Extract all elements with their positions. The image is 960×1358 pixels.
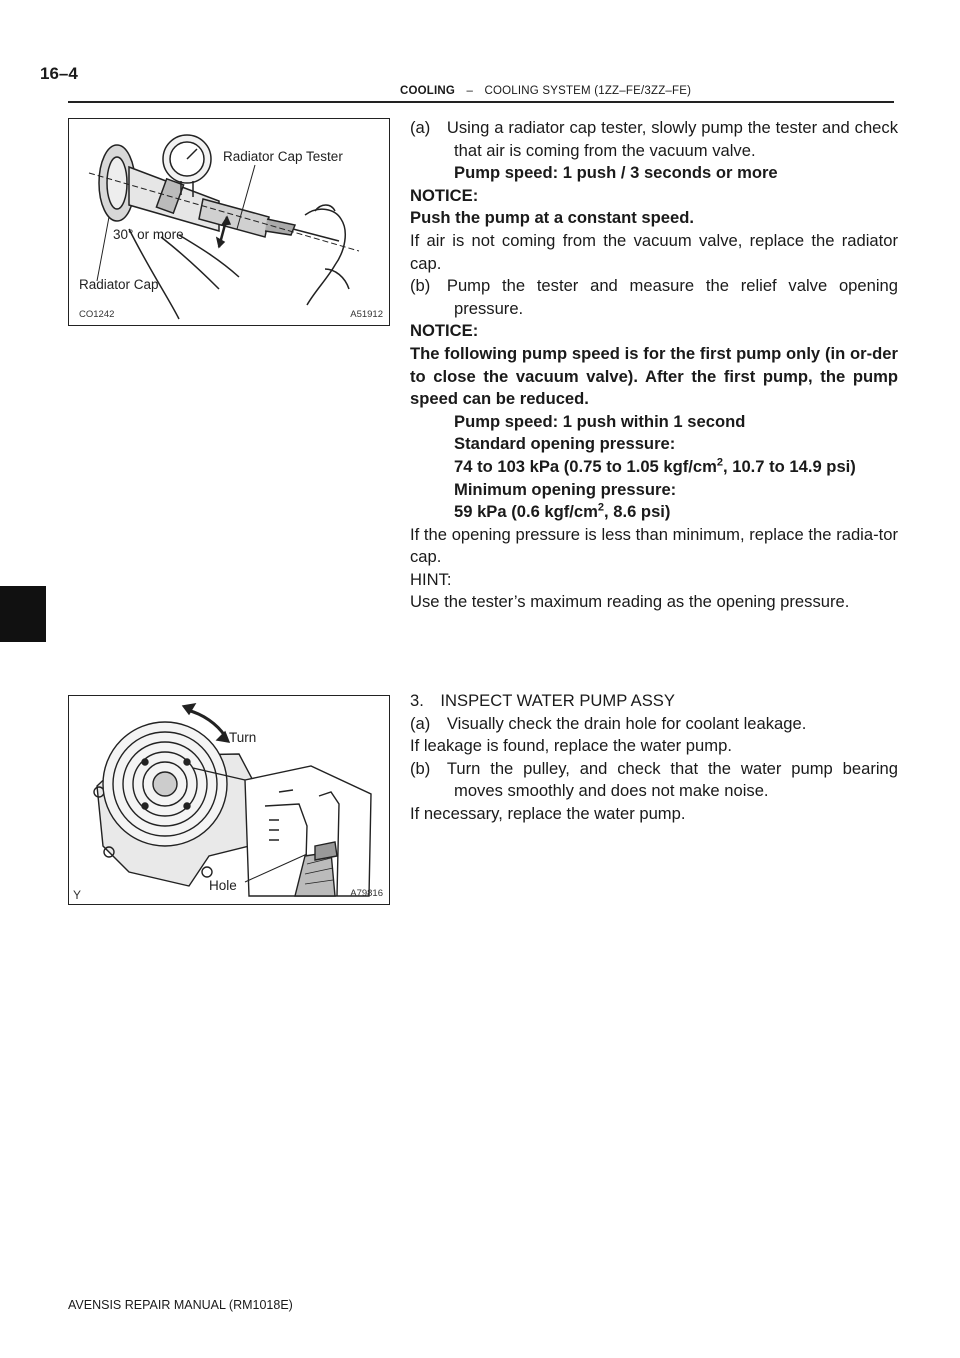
label-hole: Hole <box>209 878 237 893</box>
running-header <box>400 85 691 97</box>
notice-body-2: The following pump speed is for the first pump only (in or-der to close the vacuum valve). After the first pump, the pump speed can be reduced. <box>410 343 898 409</box>
spec-minimum-value-a: 59 kPa (0.6 kgf/cm <box>454 502 598 522</box>
notice-title-2: NOTICE: <box>410 321 479 341</box>
spec-pump-speed-relief: Pump speed: 1 push within 1 second <box>454 411 746 431</box>
spec-standard-value-a: 74 to 103 kPa (0.75 to 1.05 kgf/cm <box>454 456 717 476</box>
spec-minimum-value-b: , 8.6 psi) <box>604 502 671 522</box>
figure2-code-left: Y <box>73 888 82 902</box>
page-number: 16–4 <box>40 64 78 83</box>
section-tab-marker <box>0 586 46 642</box>
section-title: COOLING <box>400 85 456 97</box>
spec-minimum-title: Minimum opening pressure: <box>454 479 677 499</box>
step-3-title: 3. INSPECT WATER PUMP ASSY <box>410 691 675 710</box>
spec-pump-speed-vacuum: Pump speed: 1 push / 3 seconds or more <box>454 163 778 183</box>
instruction-replace-pump-2: If necessary, replace the water pump. <box>410 803 686 823</box>
notice-title-1: NOTICE: <box>410 185 479 205</box>
label-radiator-cap: Radiator Cap <box>79 277 159 292</box>
figure-radiator-cap-tester <box>68 118 390 326</box>
label-angle: 30° or more <box>113 227 184 242</box>
spec-standard-sup: 2 <box>716 456 723 469</box>
instruction-replace-pump-1: If leakage is found, replace the water pump. <box>410 736 732 756</box>
figure1-code-left: CO1242 <box>79 309 115 320</box>
header-dash: – <box>466 85 474 97</box>
step-b-relief-valve: (b) Pump the tester and measure the relief valve opening pressure. <box>410 276 898 318</box>
instruction-replace-cap-1: If air is not coming from the vacuum valve, replace the radiator cap. <box>410 230 898 273</box>
footer-manual-title: AVENSIS REPAIR MANUAL (RM1018E) <box>68 1298 293 1312</box>
label-radiator-cap-tester: Radiator Cap Tester <box>223 149 343 164</box>
hint-body: Use the tester’s maximum reading as the opening pressure. <box>410 592 850 612</box>
step-b-turn-pulley: (b) Turn the pulley, and check that the water pump bearing moves smoothly and does not make noise. <box>410 758 898 801</box>
spec-standard-value-b: , 10.7 to 14.9 psi) <box>723 456 856 476</box>
procedure-text-water-pump <box>410 690 898 826</box>
step-a-radiator-cap-tester: (a) Using a radiator cap tester, slowly pump the tester and check that air is coming from the vacuum valve. <box>410 118 898 160</box>
spec-minimum-sup: 2 <box>597 501 605 514</box>
label-turn: Turn <box>229 730 257 745</box>
spec-standard-value <box>410 456 898 479</box>
notice-body-1: Push the pump at a constant speed. <box>410 208 694 228</box>
hint-title: HINT: <box>410 569 452 589</box>
spec-standard-title: Standard opening pressure: <box>454 434 676 454</box>
figure-water-pump <box>68 695 390 905</box>
spec-minimum-value <box>410 501 898 524</box>
subsection-title: COOLING SYSTEM (1ZZ–FE/3ZZ–FE) <box>484 85 692 97</box>
figure1-code-right: A51912 <box>350 309 383 320</box>
header-rule <box>68 101 894 103</box>
procedure-text-radiator-cap <box>410 117 898 614</box>
step-a-drain-hole: (a) Visually check the drain hole for coolant leakage. <box>410 713 807 733</box>
water-pump-illustration <box>69 696 389 904</box>
figure2-code-right: A79816 <box>350 888 383 899</box>
instruction-replace-cap-2: If the opening pressure is less than minimum, replace the radia-tor cap. <box>410 524 898 567</box>
